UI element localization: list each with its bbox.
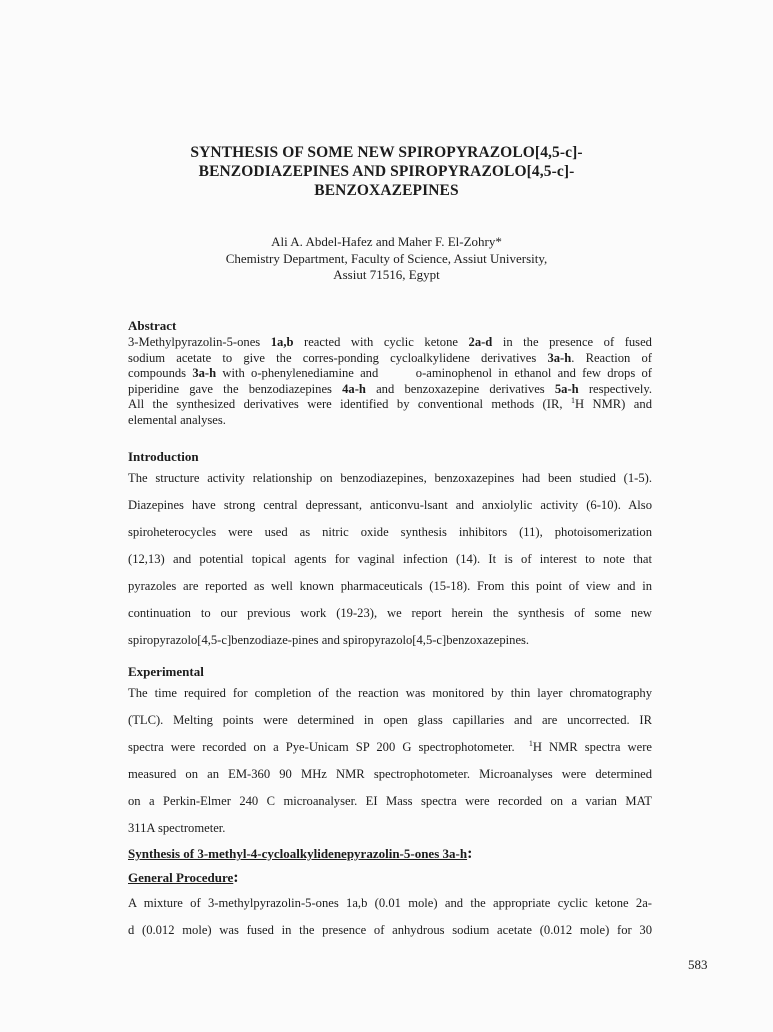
text-run: reacted with cyclic ketone (293, 335, 469, 349)
introduction-section (128, 449, 652, 654)
intro-line: (12,13) and potential topical agents for vaginal infection (14). It is of interest to note that (128, 552, 652, 566)
introduction-heading: Introduction (128, 449, 199, 464)
compound-ref: 3a-h (547, 350, 572, 365)
experimental-line: The time required for completion of the reaction was monitored by thin layer chromatography (128, 686, 652, 700)
abstract-section (128, 318, 652, 429)
text-run: H NMR spectra were (532, 740, 652, 754)
text-run: spectra were recorded on a Pye-Unicam SP 200 G spectrophotometer. (128, 740, 529, 754)
text-run: piperidine gave the benzodiazepines (128, 381, 343, 396)
experimental-line: on a Perkin-Elmer 240 C microanalyser. EI Mass spectra were recorded on a varian MAT (128, 794, 652, 808)
title-line-2: BENZODIAZEPINES AND SPIROPYRAZOLO[4,5-c]- (198, 163, 575, 180)
title-line-1: SYNTHESIS OF SOME NEW SPIROPYRAZOLO[4,5-c]- (190, 144, 583, 161)
text-run: with o-phenylenediamine and o-aminophenol in ethanol and few drops of (216, 366, 652, 381)
abstract-line (128, 351, 652, 367)
page-number: 583 (688, 957, 708, 972)
synthesis-heading: Synthesis of 3-methyl-4-cycloalkylidenepyrazolin-5-ones 3a-h (128, 846, 468, 861)
heading-colon: : (233, 869, 239, 886)
superscript: 1 (570, 396, 575, 406)
text-run: compounds (128, 366, 193, 381)
text-run: 3-Methylpyrazolin-5-ones (128, 335, 271, 349)
compound-ref: 2a-d (468, 335, 493, 349)
experimental-line: 311A spectrometer. (128, 821, 226, 835)
procedure-line: A mixture of 3-methylpyrazolin-5-ones 1a,b (0.01 mole) and the appropriate cyclic ketone 2a- (128, 896, 652, 910)
experimental-line: (TLC). Melting points were determined in open glass capillaries and are uncorrected. IR (128, 713, 652, 727)
affiliation-line-2: Assiut 71516, Egypt (333, 267, 440, 282)
intro-line: The structure activity relationship on benzodiazepines, benzoxazepines had been studied (1-5). (128, 471, 652, 485)
experimental-line: measured on an EM-360 90 MHz NMR spectrophotometer. Microanalyses were determined (128, 767, 652, 781)
author-names: Ali A. Abdel-Hafez and Maher F. El-Zohry* (271, 234, 502, 249)
compound-ref: 3a-h (192, 366, 217, 381)
text-run: respectively. (578, 381, 652, 396)
affiliation-line-1: Chemistry Department, Faculty of Science, Assiut University, (225, 250, 548, 266)
experimental-heading: Experimental (128, 664, 204, 679)
abstract-line (128, 397, 652, 413)
text-run: All the synthesized derivatives were identified by conventional methods (IR, (128, 397, 571, 412)
text-run: sodium acetate to give the corres-ponding cycloalkylidene derivatives (128, 350, 548, 365)
synthesis-heading-row (128, 842, 652, 866)
procedure-line: d (0.012 mole) was fused in the presence of anhydrous sodium acetate (0.012 mole) for 30 (128, 923, 652, 937)
procedure-heading-row (128, 866, 652, 890)
experimental-section (128, 664, 652, 944)
superscript: 1 (528, 738, 533, 748)
text-run: H NMR) and (574, 397, 652, 412)
abstract-heading: Abstract (128, 318, 177, 333)
abstract-line (128, 335, 652, 351)
intro-line: spiroheterocycles were used as nitric oxide synthesis inhibitors (11), photoisomerization (128, 525, 652, 539)
intro-line: continuation to our previous work (19-23), we report herein the synthesis of some new (128, 606, 652, 620)
intro-line: pyrazoles are reported as well known pharmaceuticals (15-18). From this point of view and in (128, 579, 652, 593)
intro-line: Diazepines have strong central depressant, anticonvu-lsant and anxiolylic activity (6-10). Also (128, 498, 652, 512)
compound-ref: 5a-h (554, 381, 579, 396)
experimental-line (128, 734, 652, 761)
text-run: . Reaction of (571, 350, 652, 365)
procedure-heading: General Procedure (128, 870, 234, 885)
abstract-line: elemental analyses. (128, 412, 226, 427)
author-block (130, 234, 643, 284)
compound-ref: 1a,b (270, 335, 294, 349)
abstract-line (128, 366, 652, 382)
paper-title (130, 143, 643, 200)
title-line-3: BENZOXAZEPINES (314, 182, 459, 199)
text-run: and benzoxazepine derivatives (365, 381, 555, 396)
intro-line: spiropyrazolo[4,5-c]benzodiaze-pines and spiropyrazolo[4,5-c]benzoxazepines. (128, 633, 530, 647)
compound-ref: 4a-h (342, 381, 366, 396)
abstract-line (128, 382, 652, 398)
heading-colon: : (467, 845, 473, 862)
text-run: in the presence of fused (492, 335, 652, 349)
